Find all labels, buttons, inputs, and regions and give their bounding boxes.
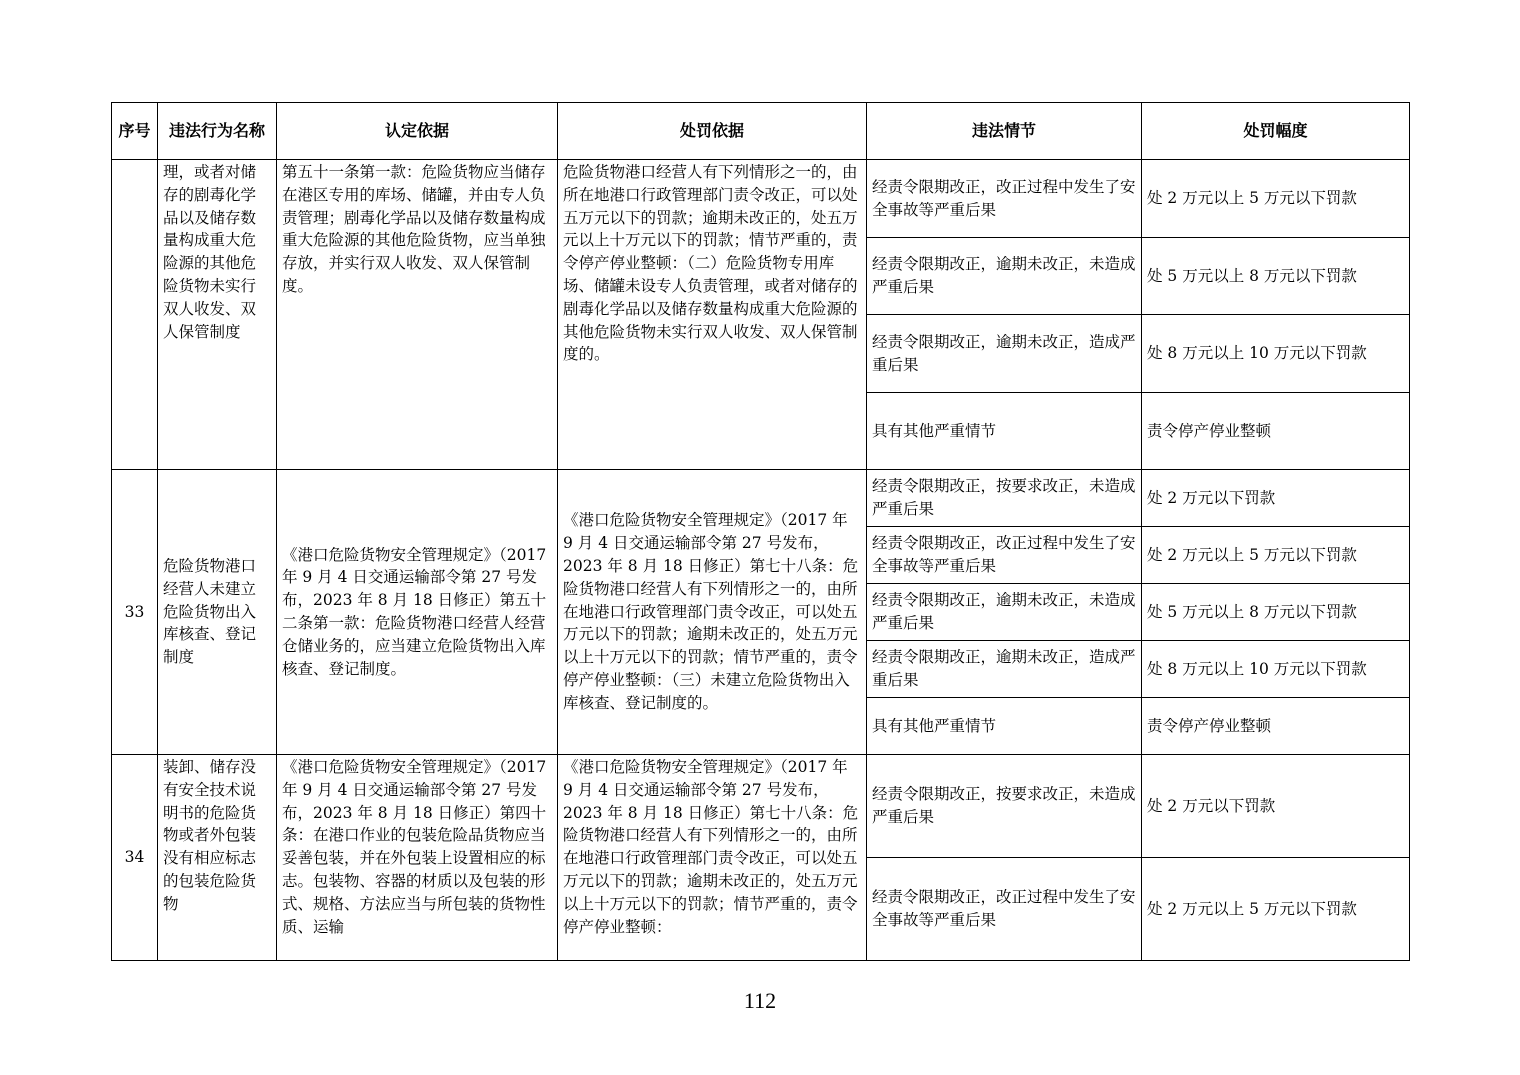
row-violation-name: 理，或者对储存的剧毒化学品以及储存数量构成重大危险源的其他危险货物未实行双人收发、双人保管制度	[158, 160, 277, 470]
row-identification-basis: 第五十一条第一款：危险货物应当储存在港区专用的库场、储罐，并由专人负责管理；剧毒化学品以及储存数量构成重大危险源的其他危险货物，应当单独存放，并实行双人收发、双人保管制度。	[277, 160, 558, 470]
row-penalty-range: 处 8 万元以上 10 万元以下罚款	[1142, 315, 1410, 393]
row-identification-basis: 《港口危险货物安全管理规定》（2017 年 9 月 4 日交通运输部令第 27 号发布，2023 年 8 月 18 日修正）第四十条：在港口作业的包装危险品货物应当妥善包装，并在外包装上设置相应的标志。包装物、容器的材质以及包装的形式、规格、方法应当与所包装的货物性质、运输	[277, 755, 558, 961]
row-penalty-range: 处 5 万元以上 8 万元以下罚款	[1142, 238, 1410, 315]
table-row	[112, 470, 1410, 527]
row-circumstance: 经责令限期改正，逾期未改正，未造成严重后果	[867, 238, 1142, 315]
row-serial	[112, 160, 158, 470]
row-circumstance: 经责令限期改正，改正过程中发生了安全事故等严重后果	[867, 858, 1142, 961]
table-row	[112, 755, 1410, 858]
table-header-row	[112, 103, 1410, 160]
page-number: 112	[743, 988, 777, 1013]
row-circumstance: 经责令限期改正，按要求改正，未造成严重后果	[867, 470, 1142, 527]
row-penalty-range: 责令停产停业整顿	[1142, 393, 1410, 470]
row-circumstance: 经责令限期改正，逾期未改正，未造成严重后果	[867, 584, 1142, 641]
row-penalty-range: 处 2 万元以上 5 万元以下罚款	[1142, 858, 1410, 961]
row-circumstance: 经责令限期改正，改正过程中发生了安全事故等严重后果	[867, 160, 1142, 238]
row-circumstance: 经责令限期改正，逾期未改正，造成严重后果	[867, 315, 1142, 393]
row-penalty-basis: 危险货物港口经营人有下列情形之一的，由所在地港口行政管理部门责令改正，可以处五万元以下的罚款；逾期未改正的，处五万元以上十万元以下的罚款；情节严重的，责令停产停业整顿：（二）危险货物专用库场、储罐未设专人负责管理，或者对储存的剧毒化学品以及储存数量构成重大危险源的其他危险货物未实行双人收发、双人保管制度的。	[558, 160, 867, 470]
row-penalty-range: 处 2 万元以上 5 万元以下罚款	[1142, 527, 1410, 584]
table-row	[112, 160, 1410, 238]
header-violation-circumstance: 违法情节	[867, 103, 1142, 160]
row-penalty-range: 责令停产停业整顿	[1142, 698, 1410, 755]
row-penalty-range: 处 2 万元以上 5 万元以下罚款	[1142, 160, 1410, 238]
row-penalty-range: 处 2 万元以下罚款	[1142, 470, 1410, 527]
header-penalty-basis: 处罚依据	[558, 103, 867, 160]
penalty-table	[111, 102, 1410, 961]
row-violation-name: 危险货物港口经营人未建立危险货物出入库核查、登记制度	[158, 470, 277, 755]
row-circumstance: 经责令限期改正，逾期未改正，造成严重后果	[867, 641, 1142, 698]
header-penalty-range: 处罚幅度	[1142, 103, 1410, 160]
header-violation-name: 违法行为名称	[158, 103, 277, 160]
row-serial: 33	[112, 470, 158, 755]
row-penalty-basis: 《港口危险货物安全管理规定》（2017 年 9 月 4 日交通运输部令第 27 号发布，2023 年 8 月 18 日修正）第七十八条：危险货物港口经营人有下列情形之一的，由所在地港口行政管理部门责令改正，可以处五万元以下的罚款；逾期未改正的，处五万元以上十万元以下的罚款；情节严重的，责令停产停业整顿：	[558, 755, 867, 961]
row-penalty-range: 处 5 万元以上 8 万元以下罚款	[1142, 584, 1410, 641]
header-identification-basis: 认定依据	[277, 103, 558, 160]
row-penalty-range: 处 2 万元以下罚款	[1142, 755, 1410, 858]
row-violation-name: 装卸、储存没有安全技术说明书的危险货物或者外包装没有相应标志的包装危险货物	[158, 755, 277, 961]
row-serial: 34	[112, 755, 158, 961]
row-circumstance: 具有其他严重情节	[867, 393, 1142, 470]
row-circumstance: 经责令限期改正，按要求改正，未造成严重后果	[867, 755, 1142, 858]
header-serial: 序号	[112, 103, 158, 160]
row-identification-basis: 《港口危险货物安全管理规定》（2017 年 9 月 4 日交通运输部令第 27 号发布，2023 年 8 月 18 日修正）第五十二条第一款：危险货物港口经营人经营仓储业务的，应当建立危险货物出入库核查、登记制度。	[277, 470, 558, 755]
row-circumstance: 经责令限期改正，改正过程中发生了安全事故等严重后果	[867, 527, 1142, 584]
row-penalty-basis: 《港口危险货物安全管理规定》（2017 年 9 月 4 日交通运输部令第 27 号发布，2023 年 8 月 18 日修正）第七十八条：危险货物港口经营人有下列情形之一的，由所在地港口行政管理部门责令改正，可以处五万元以下的罚款；逾期未改正的，处五万元以上十万元以下的罚款；情节严重的，责令停产停业整顿：（三）未建立危险货物出入库核查、登记制度的。	[558, 470, 867, 755]
row-circumstance: 具有其他严重情节	[867, 698, 1142, 755]
row-penalty-range: 处 8 万元以上 10 万元以下罚款	[1142, 641, 1410, 698]
